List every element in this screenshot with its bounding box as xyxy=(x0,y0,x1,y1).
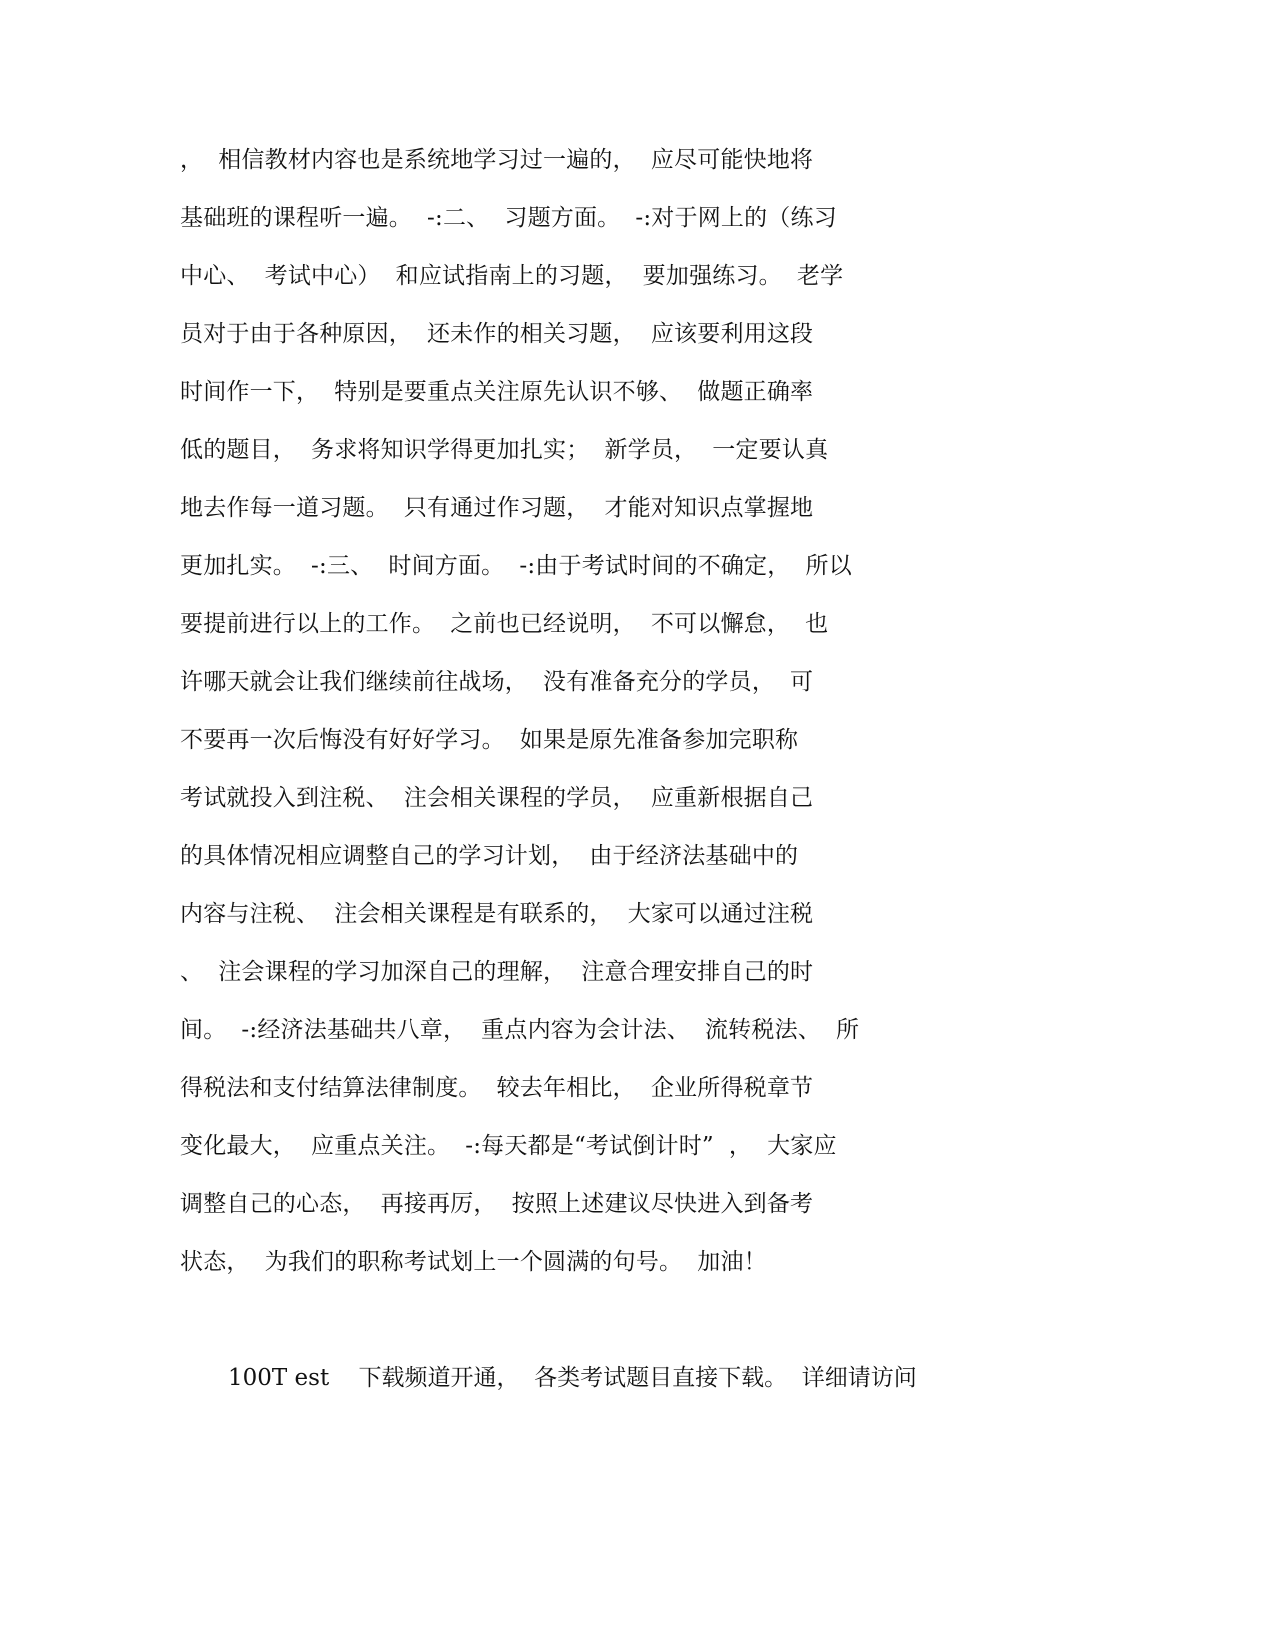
text-line: 、 注会课程的学习加深自己的理解， 注意合理安排自己的时 xyxy=(180,959,814,985)
text-line: 员对于由于各种原因， 还未作的相关习题， 应该要利用这段 xyxy=(180,321,814,347)
text-line: 得税法和支付结算法律制度。 较去年相比， 企业所得税章节 xyxy=(180,1075,814,1101)
text-line: 中心、 考试中心） 和应试指南上的习题， 要加强练习。 老学 xyxy=(180,263,844,289)
text-line: 更加扎实。 -:三、 时间方面。 -:由于考试时间的不确定， 所以 xyxy=(180,553,852,579)
text-line: 调整自己的心态， 再接再厉， 按照上述建议尽快进入到备考 xyxy=(180,1191,814,1217)
text-line: 地去作每一道习题。 只有通过作习题， 才能对知识点掌握地 xyxy=(180,495,814,521)
text-line: 内容与注税、 注会相关课程是有联系的， 大家可以通过注税 xyxy=(180,901,814,927)
text-line: 状态， 为我们的职称考试划上一个圆满的句号。 加油！ xyxy=(180,1249,767,1275)
text-line: 许哪天就会让我们继续前往战场， 没有准备充分的学员， 可 xyxy=(180,669,814,695)
text-line: 的具体情况相应调整自己的学习计划， 由于经济法基础中的 xyxy=(180,843,799,869)
text-line: 不要再一次后悔没有好好学习。 如果是原先准备参加完职称 xyxy=(180,727,799,753)
text-line: 要提前进行以上的工作。 之前也已经说明， 不可以懈怠， 也 xyxy=(180,611,829,637)
text-line: 变化最大， 应重点关注。 -:每天都是“考试倒计时” ， 大家应 xyxy=(180,1133,837,1159)
text-line: 基础班的课程听一遍。 -:二、 习题方面。 -:对于网上的（练习 xyxy=(180,205,837,231)
body-text xyxy=(180,136,940,1296)
text-line: 低的题目， 务求将知识学得更加扎实； 新学员， 一定要认真 xyxy=(180,437,829,463)
text-line: ， 相信教材内容也是系统地学习过一遍的， 应尽可能快地将 xyxy=(180,147,814,173)
text-line: 间。 -:经济法基础共八章， 重点内容为会计法、 流转税法、 所 xyxy=(180,1017,860,1043)
footer-note: 100T est 下载频道开通， 各类考试题目直接下载。 详细请访问 xyxy=(228,1365,917,1391)
text-line: 考试就投入到注税、 注会相关课程的学员， 应重新根据自己 xyxy=(180,785,814,811)
text-line: 时间作一下， 特别是要重点关注原先认识不够、 做题正确率 xyxy=(180,379,814,405)
